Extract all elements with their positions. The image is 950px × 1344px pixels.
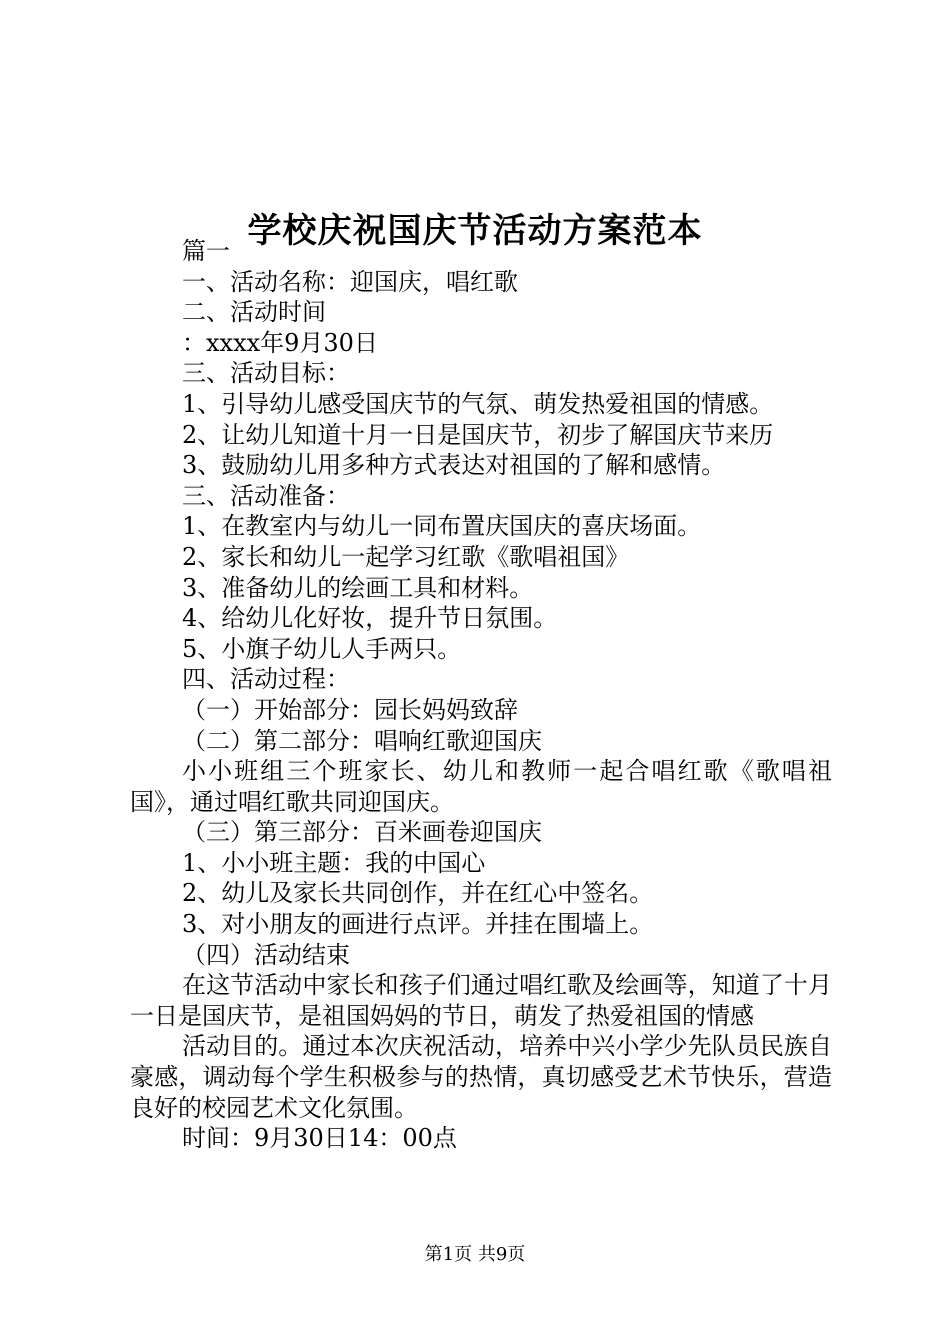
- paragraph: 活动目的。通过本次庆祝活动，培养中兴小学少先队员民族自豪感，调动每个学生积极参与的热情，真切感受艺术节快乐，营造良好的校园艺术文化氛围。: [130, 1032, 832, 1122]
- paragraph: 篇一: [182, 237, 230, 265]
- paragraph: （二）第二部分：唱响红歌迎国庆: [182, 726, 542, 755]
- paragraph: 3、准备幼儿的绘画工具和材料。: [182, 573, 534, 602]
- paragraph: 3、对小朋友的画进行点评。并挂在围墙上。: [182, 910, 654, 939]
- paragraph: 1、引导幼儿感受国庆节的气氛、萌发热爱祖国的情感。: [182, 389, 774, 418]
- paragraph: 2、让幼儿知道十月一日是国庆节，初步了解国庆节来历: [182, 420, 774, 449]
- paragraph: 1、小小班主题：我的中国心: [182, 848, 486, 877]
- paragraph: 在这节活动中家长和孩子们通过唱红歌及绘画等，知道了十月一日是国庆节，是祖国妈妈的节日，萌发了热爱祖国的情感: [130, 971, 832, 1030]
- paragraph: 2、幼儿及家长共同创作，并在红心中签名。: [182, 879, 654, 908]
- paragraph: 二、活动时间: [182, 298, 326, 327]
- document-body: [130, 236, 832, 1154]
- paragraph: 三、活动准备：: [182, 481, 350, 510]
- paragraph: 三、活动目标：: [182, 359, 350, 388]
- document-title: 学校庆祝国庆节活动方案范本: [247, 210, 703, 251]
- paragraph: 5、小旗子幼儿人手两只。: [182, 634, 462, 663]
- paragraph: 四、活动过程：: [182, 665, 350, 694]
- paragraph: （一）开始部分：园长妈妈致辞: [182, 695, 518, 724]
- paragraph: （四）活动结束: [182, 940, 350, 969]
- page-footer: 第1页 共9页: [424, 1244, 526, 1265]
- paragraph: 1、在教室内与幼儿一同布置庆国庆的喜庆场面。: [182, 512, 702, 541]
- paragraph: 2、家长和幼儿一起学习红歌《歌唱祖国》: [182, 542, 630, 571]
- paragraph: 一、活动名称：迎国庆，唱红歌: [182, 267, 518, 296]
- paragraph: 4、给幼儿化好妆，提升节日氛围。: [182, 604, 558, 633]
- paragraph: （三）第三部分：百米画卷迎国庆: [182, 818, 542, 847]
- paragraph: 时间：9月30日14：00点: [182, 1124, 457, 1153]
- paragraph: 小小班组三个班家长、幼儿和教师一起合唱红歌《歌唱祖国》，通过唱红歌共同迎国庆。: [130, 757, 832, 816]
- paragraph: ：xxxx年9月30日: [182, 328, 378, 357]
- paragraph: 3、鼓励幼儿用多种方式表达对祖国的了解和感情。: [182, 451, 726, 480]
